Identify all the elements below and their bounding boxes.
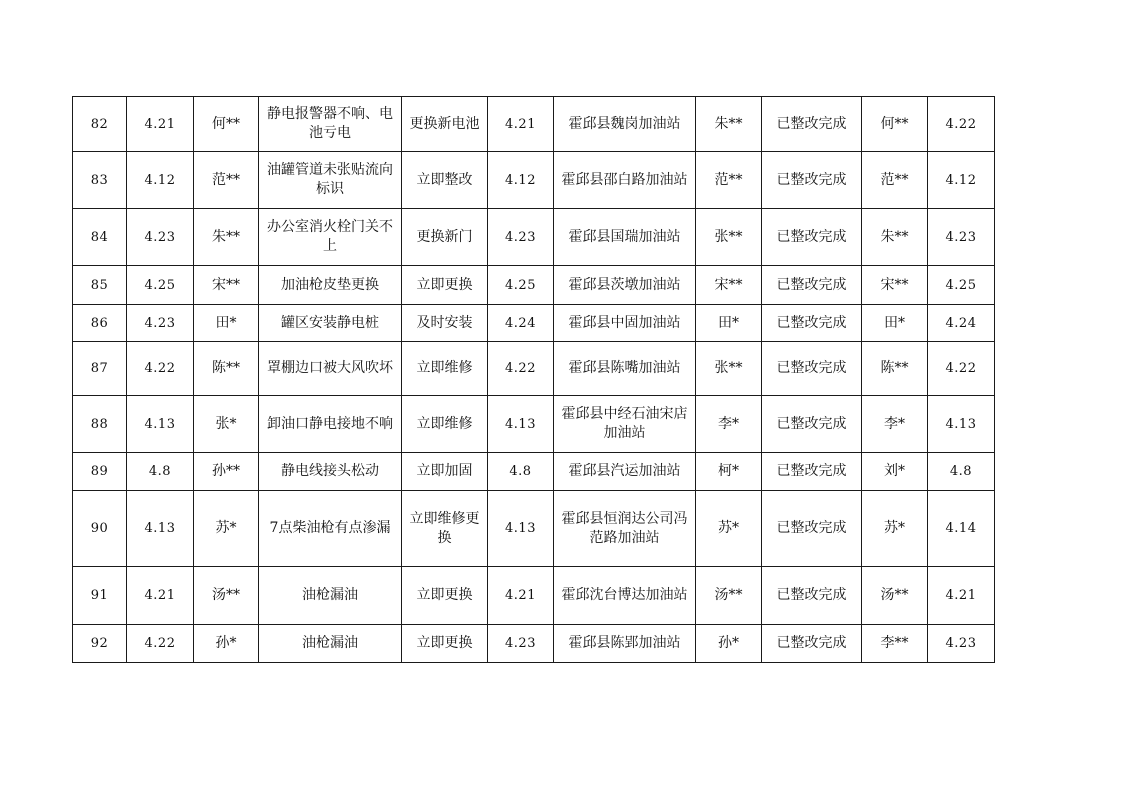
cell-fix-date: 4.12 xyxy=(488,152,554,209)
cell-found-date: 4.21 xyxy=(127,567,194,625)
cell-responsible: 李* xyxy=(696,396,762,453)
table-row xyxy=(73,625,995,663)
cell-fix-date: 4.13 xyxy=(488,491,554,567)
cell-inspector: 孙** xyxy=(194,453,259,491)
cell-issue: 油罐管道未张贴流向标识 xyxy=(259,152,402,209)
cell-measure: 立即更换 xyxy=(402,625,488,663)
cell-issue: 办公室消火栓门关不上 xyxy=(259,209,402,266)
table-row xyxy=(73,453,995,491)
cell-status: 已整改完成 xyxy=(762,396,862,453)
cell-inspector: 苏* xyxy=(194,491,259,567)
cell-found-date: 4.12 xyxy=(127,152,194,209)
cell-number: 92 xyxy=(73,625,127,663)
cell-inspector: 何** xyxy=(194,97,259,152)
cell-inspector: 宋** xyxy=(194,266,259,305)
table-row xyxy=(73,491,995,567)
cell-fix-date: 4.22 xyxy=(488,342,554,396)
cell-status: 已整改完成 xyxy=(762,453,862,491)
table-body xyxy=(73,97,995,663)
cell-found-date: 4.22 xyxy=(127,625,194,663)
cell-found-date: 4.25 xyxy=(127,266,194,305)
cell-fix-date: 4.21 xyxy=(488,97,554,152)
cell-measure: 立即维修 xyxy=(402,342,488,396)
table-row xyxy=(73,97,995,152)
table-row xyxy=(73,209,995,266)
cell-status: 已整改完成 xyxy=(762,305,862,342)
cell-inspector: 汤** xyxy=(194,567,259,625)
cell-issue: 罐区安装静电桩 xyxy=(259,305,402,342)
cell-responsible: 张** xyxy=(696,209,762,266)
cell-status: 已整改完成 xyxy=(762,491,862,567)
cell-measure: 立即维修更换 xyxy=(402,491,488,567)
cell-number: 87 xyxy=(73,342,127,396)
cell-reviewer: 汤** xyxy=(862,567,928,625)
table-row xyxy=(73,266,995,305)
cell-number: 84 xyxy=(73,209,127,266)
cell-reviewer: 李* xyxy=(862,396,928,453)
cell-station: 霍邱县国瑞加油站 xyxy=(554,209,696,266)
cell-station: 霍邱县陈郢加油站 xyxy=(554,625,696,663)
cell-fix-date: 4.8 xyxy=(488,453,554,491)
cell-responsible: 汤** xyxy=(696,567,762,625)
cell-status: 已整改完成 xyxy=(762,567,862,625)
cell-inspector: 范** xyxy=(194,152,259,209)
table-row xyxy=(73,305,995,342)
cell-reviewer: 李** xyxy=(862,625,928,663)
cell-review-date: 4.22 xyxy=(928,342,995,396)
cell-fix-date: 4.13 xyxy=(488,396,554,453)
cell-review-date: 4.8 xyxy=(928,453,995,491)
cell-review-date: 4.12 xyxy=(928,152,995,209)
cell-station: 霍邱县中固加油站 xyxy=(554,305,696,342)
cell-found-date: 4.23 xyxy=(127,305,194,342)
rectification-table xyxy=(72,96,995,663)
cell-reviewer: 朱** xyxy=(862,209,928,266)
cell-status: 已整改完成 xyxy=(762,209,862,266)
cell-number: 90 xyxy=(73,491,127,567)
cell-found-date: 4.23 xyxy=(127,209,194,266)
cell-station: 霍邱县中经石油宋店加油站 xyxy=(554,396,696,453)
cell-issue: 油枪漏油 xyxy=(259,567,402,625)
cell-issue: 油枪漏油 xyxy=(259,625,402,663)
cell-fix-date: 4.23 xyxy=(488,625,554,663)
cell-status: 已整改完成 xyxy=(762,97,862,152)
cell-measure: 更换新电池 xyxy=(402,97,488,152)
cell-responsible: 范** xyxy=(696,152,762,209)
cell-issue: 静电报警器不响、电池亏电 xyxy=(259,97,402,152)
cell-found-date: 4.13 xyxy=(127,396,194,453)
cell-inspector: 孙* xyxy=(194,625,259,663)
cell-measure: 立即更换 xyxy=(402,266,488,305)
table-row xyxy=(73,342,995,396)
cell-number: 91 xyxy=(73,567,127,625)
cell-station: 霍邱县恒润达公司冯范路加油站 xyxy=(554,491,696,567)
cell-responsible: 朱** xyxy=(696,97,762,152)
cell-number: 85 xyxy=(73,266,127,305)
cell-reviewer: 何** xyxy=(862,97,928,152)
cell-inspector: 张* xyxy=(194,396,259,453)
cell-status: 已整改完成 xyxy=(762,152,862,209)
cell-status: 已整改完成 xyxy=(762,342,862,396)
cell-found-date: 4.22 xyxy=(127,342,194,396)
cell-fix-date: 4.21 xyxy=(488,567,554,625)
cell-responsible: 柯* xyxy=(696,453,762,491)
cell-inspector: 陈** xyxy=(194,342,259,396)
table-row xyxy=(73,567,995,625)
cell-review-date: 4.21 xyxy=(928,567,995,625)
cell-fix-date: 4.25 xyxy=(488,266,554,305)
cell-reviewer: 刘* xyxy=(862,453,928,491)
cell-reviewer: 苏* xyxy=(862,491,928,567)
cell-review-date: 4.23 xyxy=(928,625,995,663)
cell-review-date: 4.23 xyxy=(928,209,995,266)
cell-number: 89 xyxy=(73,453,127,491)
cell-station: 霍邱县邵白路加油站 xyxy=(554,152,696,209)
cell-station: 霍邱沈台博达加油站 xyxy=(554,567,696,625)
cell-reviewer: 陈** xyxy=(862,342,928,396)
cell-measure: 更换新门 xyxy=(402,209,488,266)
cell-review-date: 4.13 xyxy=(928,396,995,453)
cell-issue: 加油枪皮垫更换 xyxy=(259,266,402,305)
cell-measure: 立即整改 xyxy=(402,152,488,209)
cell-number: 88 xyxy=(73,396,127,453)
table-row xyxy=(73,396,995,453)
cell-station: 霍邱县魏岗加油站 xyxy=(554,97,696,152)
cell-station: 霍邱县汽运加油站 xyxy=(554,453,696,491)
cell-measure: 立即加固 xyxy=(402,453,488,491)
cell-reviewer: 田* xyxy=(862,305,928,342)
cell-issue: 卸油口静电接地不响 xyxy=(259,396,402,453)
cell-status: 已整改完成 xyxy=(762,266,862,305)
cell-inspector: 田* xyxy=(194,305,259,342)
cell-inspector: 朱** xyxy=(194,209,259,266)
cell-reviewer: 范** xyxy=(862,152,928,209)
cell-review-date: 4.22 xyxy=(928,97,995,152)
cell-measure: 及时安装 xyxy=(402,305,488,342)
cell-responsible: 孙* xyxy=(696,625,762,663)
cell-responsible: 田* xyxy=(696,305,762,342)
cell-review-date: 4.14 xyxy=(928,491,995,567)
cell-review-date: 4.25 xyxy=(928,266,995,305)
cell-station: 霍邱县茨墩加油站 xyxy=(554,266,696,305)
cell-status: 已整改完成 xyxy=(762,625,862,663)
cell-reviewer: 宋** xyxy=(862,266,928,305)
cell-measure: 立即维修 xyxy=(402,396,488,453)
cell-station: 霍邱县陈嘴加油站 xyxy=(554,342,696,396)
cell-found-date: 4.8 xyxy=(127,453,194,491)
cell-fix-date: 4.23 xyxy=(488,209,554,266)
cell-issue: 7点柴油枪有点渗漏 xyxy=(259,491,402,567)
cell-responsible: 张** xyxy=(696,342,762,396)
cell-measure: 立即更换 xyxy=(402,567,488,625)
cell-found-date: 4.21 xyxy=(127,97,194,152)
cell-found-date: 4.13 xyxy=(127,491,194,567)
cell-issue: 静电线接头松动 xyxy=(259,453,402,491)
cell-responsible: 宋** xyxy=(696,266,762,305)
cell-number: 83 xyxy=(73,152,127,209)
cell-number: 82 xyxy=(73,97,127,152)
cell-issue: 罩棚边口被大风吹坏 xyxy=(259,342,402,396)
cell-responsible: 苏* xyxy=(696,491,762,567)
table-row xyxy=(73,152,995,209)
cell-fix-date: 4.24 xyxy=(488,305,554,342)
cell-number: 86 xyxy=(73,305,127,342)
cell-review-date: 4.24 xyxy=(928,305,995,342)
